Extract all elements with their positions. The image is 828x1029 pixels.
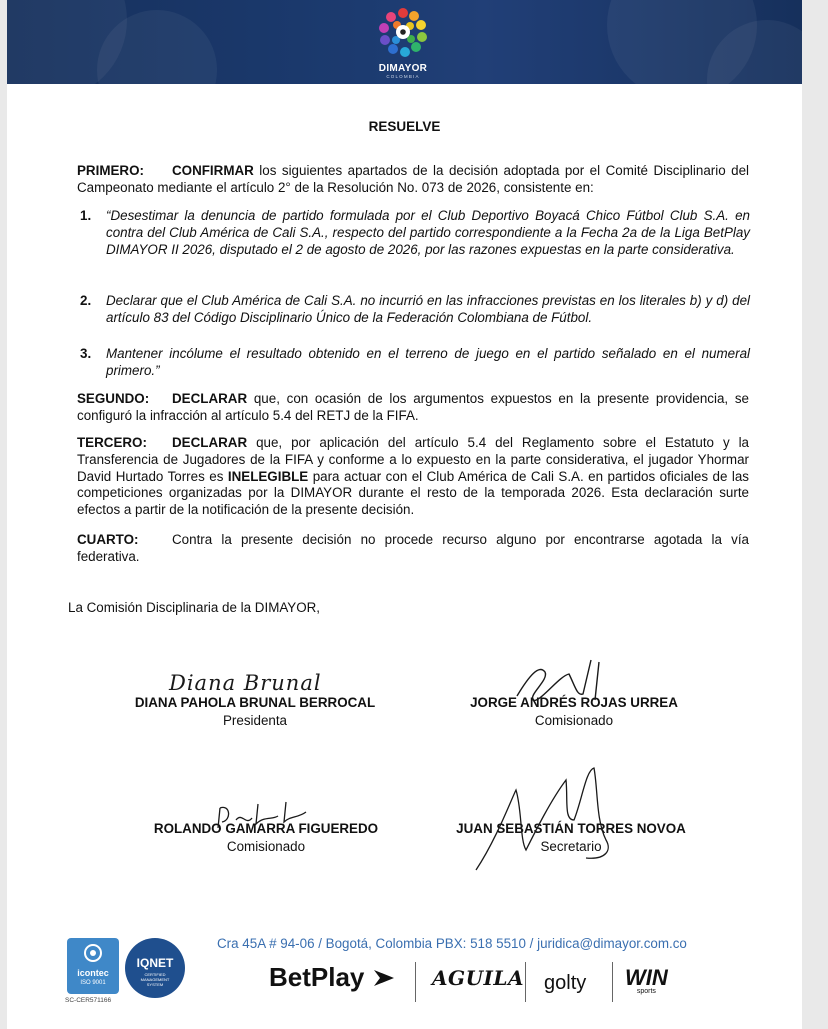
iqnet-badge <box>125 938 185 998</box>
item-number: 1. <box>80 208 92 223</box>
segundo-text: que, con ocasión de los argumentos expuestos en la presente providencia, se configuró la infracción al artículo 5.4 del RETJ de la FIFA. <box>77 391 749 423</box>
primero-keyword: CONFIRMAR <box>172 163 254 178</box>
signatory-name: ROLANDO GAMARRA FIGUEREDO <box>153 821 379 836</box>
signatory-role: Comisionado <box>226 838 306 854</box>
sponsor-divider <box>415 962 416 1002</box>
resolution-cuarto <box>77 532 749 566</box>
item-text: Declarar que el Club América de Cali S.A. no incurrió en las infracciones previstas en los literales b) y d) del artículo 83 del Código Disciplinario Único de la Federación Colombiana de Fútbol. <box>106 293 750 325</box>
header-band <box>7 0 802 84</box>
aguila-logo: AGUILA <box>432 966 524 990</box>
icontec-badge <box>67 938 119 994</box>
closing-line: La Comisión Disciplinaria de la DIMAYOR, <box>68 600 321 615</box>
signatory-name: DIANA PAHOLA BRUNAL BERROCAL <box>134 695 376 710</box>
iqnet-sub: CERTIFIED MANAGEMENT SYSTEM <box>140 972 170 987</box>
dimayor-flower-icon <box>372 4 434 60</box>
primero-label: PRIMERO: <box>77 163 144 178</box>
footer-address: Cra 45A # 94-06 / Bogotá, Colombia PBX: 518 5510 / juridica@dimayor.com.co <box>217 936 687 951</box>
resolution-tercero <box>77 435 749 519</box>
golty-logo: golty <box>544 972 587 994</box>
item-text: “Desestimar la denuncia de partido formulada por el Club Deportivo Boyacá Chico Fútbol Club S.A. en contra del Club América de Cali S.A., respecto del partido correspondiente a la Fecha 2a de la Liga BetPlay DIMAYOR II 2026, disputado el 2 de agosto de 2026, por las razones expuestas en la parte considerativa. <box>106 208 750 257</box>
betplay-arrow-icon <box>372 968 396 988</box>
resolution-segundo <box>77 391 749 425</box>
item-text: Mantener incólume el resultado obtenido en el terreno de juego en el partido señalado en el numeral primero.” <box>106 346 750 378</box>
signature-block-comisionado-1 <box>444 694 704 729</box>
tercero-keyword2: INELEGIBLE <box>227 468 309 484</box>
page-title: RESUELVE <box>368 119 441 134</box>
iqnet-name: IQNET <box>136 956 174 970</box>
signatory-name: JORGE ANDRÉS ROJAS URREA <box>470 695 678 710</box>
list-item <box>80 293 750 327</box>
signatory-role: Secretario <box>540 838 602 854</box>
segundo-keyword: DECLARAR <box>172 391 248 406</box>
item-number: 2. <box>80 293 92 308</box>
signatory-name: JUAN SEBASTIÁN TORRES NOVOA <box>456 821 686 836</box>
icontec-name: icontec <box>77 968 109 978</box>
item-number: 3. <box>80 346 92 361</box>
tercero-text-b: para actuar con el Club América de Cali S.A. en partidos oficiales de las competiciones organizadas por la DIMAYOR durante el resto de la temporada 2026. Esta declaración surte efectos a partir de la notificación de la presente decisión. <box>77 468 749 518</box>
document-page <box>7 0 802 1029</box>
win-sports-logo: WIN sports <box>625 965 668 995</box>
signature-block-secretario <box>426 820 716 855</box>
primero-text: los siguientes apartados de la decisión adoptada por el Comité Disciplinario del Campeonato mediante el artículo 2° de la Resolución No. 073 de 2026, consistente en: <box>77 163 749 195</box>
signature-block-presidenta <box>125 671 385 729</box>
resolution-primero <box>77 163 749 197</box>
icontec-code: SC-CER571166 <box>65 997 112 1004</box>
cuarto-text: Contra la presente decisión no procede recurso alguno por encontrarse agotada la vía federativa. <box>77 532 749 564</box>
list-item <box>80 346 750 380</box>
icontec-iso: ISO 9001 <box>80 980 106 986</box>
list-item <box>80 208 750 258</box>
sponsor-divider <box>612 962 613 1002</box>
logo-text: DIMAYOR <box>378 63 428 74</box>
icontec-icon <box>81 943 105 963</box>
signatory-role: Presidenta <box>222 712 288 728</box>
segundo-label: SEGUNDO: <box>77 391 150 406</box>
betplay-logo: BetPlay <box>269 962 396 993</box>
tercero-label: TERCERO: <box>77 435 147 450</box>
logo-subtext: COLOMBIA <box>386 74 420 79</box>
sponsor-divider <box>525 962 526 1002</box>
handwritten-signature: Diana Brunal <box>169 671 322 695</box>
tercero-text-a: que, por aplicación del artículo 5.4 del Reglamento sobre el Estatuto y la Transferencia de Jugadores de la FIFA y conforme a lo expuesto en la parte considerativa, el jugador Yhormar David Hurtado Torres es <box>77 435 749 484</box>
tercero-keyword: DECLARAR <box>172 435 248 450</box>
signatory-role: Comisionado <box>534 712 614 728</box>
dimayor-logo <box>372 4 434 79</box>
signature-block-comisionado-2 <box>136 820 396 855</box>
cuarto-label: CUARTO: <box>77 532 139 547</box>
